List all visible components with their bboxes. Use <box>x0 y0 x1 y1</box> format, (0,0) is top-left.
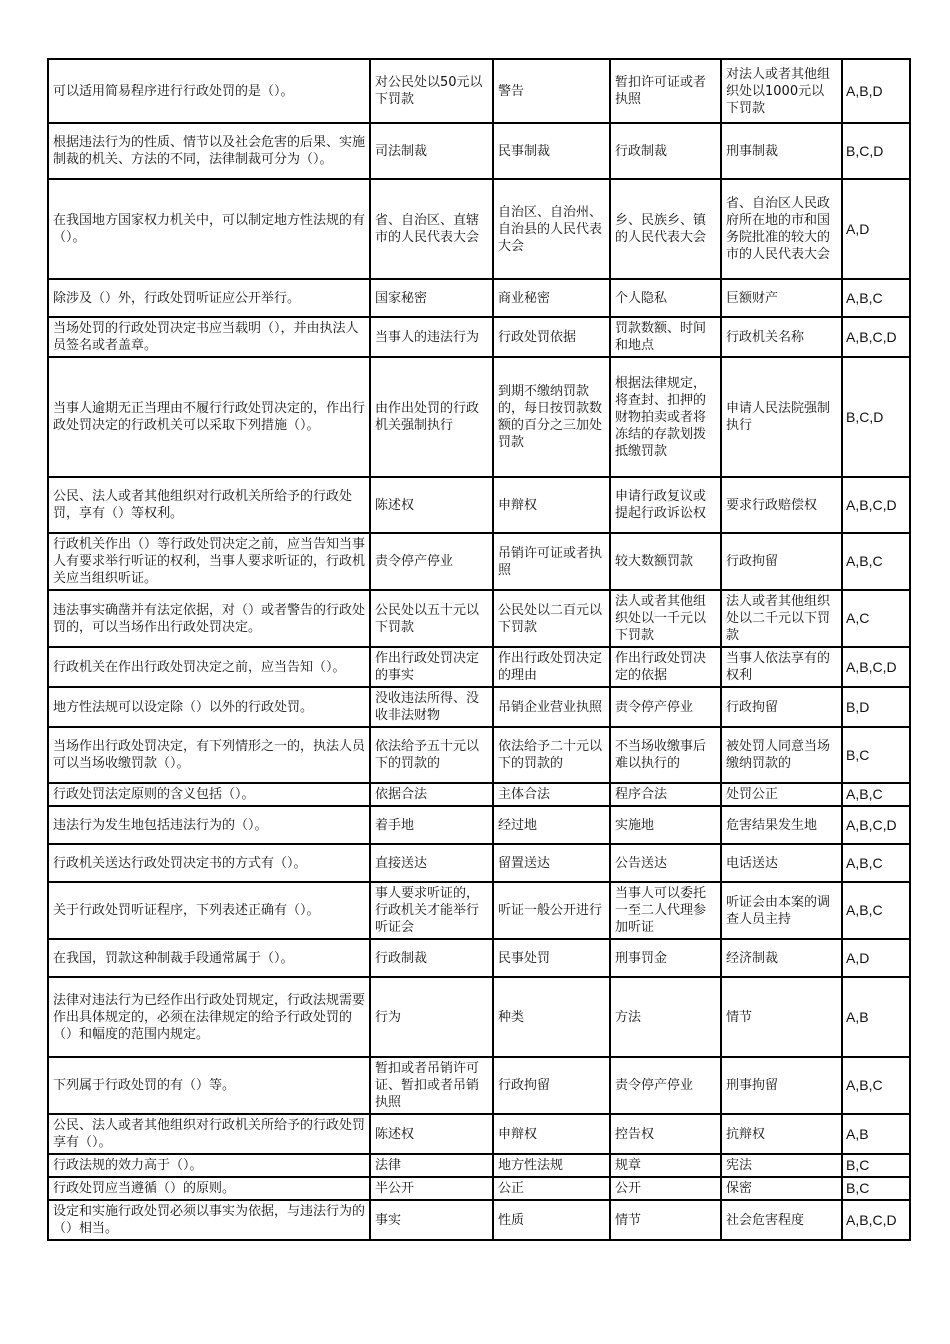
option-a-cell: 法律 <box>370 1154 493 1177</box>
answer-cell: A,B,C <box>842 1057 910 1114</box>
option-b-cell: 民事制裁 <box>493 123 610 179</box>
table-row <box>48 687 910 727</box>
table-row <box>48 317 910 357</box>
option-d-cell: 当事人依法享有的权利 <box>721 647 842 687</box>
answer-cell: A,B,D <box>842 59 910 123</box>
question-cell: 地方性法规可以设定除（）以外的行政处罚。 <box>48 687 370 727</box>
option-c-cell: 较大数额罚款 <box>610 533 721 590</box>
option-d-cell: 申请人民法院强制执行 <box>721 357 842 477</box>
option-c-cell: 暂扣许可证或者执照 <box>610 59 721 123</box>
option-b-cell: 种类 <box>493 977 610 1057</box>
question-table-body <box>48 59 910 1240</box>
option-c-cell: 情节 <box>610 1200 721 1240</box>
option-c-cell: 规章 <box>610 1154 721 1177</box>
answer-cell: A,B,C,D <box>842 647 910 687</box>
answer-cell: A,B,C,D <box>842 1200 910 1240</box>
option-d-cell: 行政拘留 <box>721 533 842 590</box>
table-row <box>48 590 910 647</box>
option-b-cell: 行政拘留 <box>493 1057 610 1114</box>
option-c-cell: 作出行政处罚决定的依据 <box>610 647 721 687</box>
option-a-cell: 公民处以五十元以下罚款 <box>370 590 493 647</box>
answer-cell: A,B,C <box>842 882 910 939</box>
option-b-cell: 作出行政处罚决定的理由 <box>493 647 610 687</box>
option-d-cell: 刑事拘留 <box>721 1057 842 1114</box>
option-d-cell: 行政机关名称 <box>721 317 842 357</box>
table-row <box>48 533 910 590</box>
option-b-cell: 民事处罚 <box>493 939 610 977</box>
answer-cell: A,D <box>842 939 910 977</box>
question-cell: 行政机关在作出行政处罚决定之前，应当告知（）。 <box>48 647 370 687</box>
option-b-cell: 吊销企业营业执照 <box>493 687 610 727</box>
table-row <box>48 806 910 844</box>
answer-cell: B,C <box>842 727 910 783</box>
option-b-cell: 性质 <box>493 1200 610 1240</box>
option-c-cell: 控告权 <box>610 1114 721 1154</box>
option-d-cell: 听证会由本案的调查人员主持 <box>721 882 842 939</box>
question-cell: 在我国，罚款这种制裁手段通常属于（）。 <box>48 939 370 977</box>
table-row <box>48 1114 910 1154</box>
table-row <box>48 977 910 1057</box>
option-c-cell: 行政制裁 <box>610 123 721 179</box>
table-row <box>48 844 910 882</box>
option-c-cell: 方法 <box>610 977 721 1057</box>
option-d-cell: 刑事制裁 <box>721 123 842 179</box>
option-c-cell: 申请行政复议或提起行政诉讼权 <box>610 477 721 533</box>
option-c-cell: 公告送达 <box>610 844 721 882</box>
option-b-cell: 依法给予二十元以下的罚款的 <box>493 727 610 783</box>
option-d-cell: 社会危害程度 <box>721 1200 842 1240</box>
table-row <box>48 727 910 783</box>
question-cell: 行政机关送达行政处罚决定书的方式有（）。 <box>48 844 370 882</box>
option-a-cell: 直接送达 <box>370 844 493 882</box>
option-d-cell: 处罚公正 <box>721 783 842 806</box>
question-cell: 当事人逾期无正当理由不履行行政处罚决定的，作出行政处罚决定的行政机关可以采取下列措施（）。 <box>48 357 370 477</box>
question-cell: 行政处罚法定原则的含义包括（）。 <box>48 783 370 806</box>
table-row <box>48 279 910 317</box>
option-d-cell: 被处罚人同意当场缴纳罚款的 <box>721 727 842 783</box>
option-d-cell: 抗辩权 <box>721 1114 842 1154</box>
option-d-cell: 经济制裁 <box>721 939 842 977</box>
table-row <box>48 1200 910 1240</box>
table-row <box>48 939 910 977</box>
option-c-cell: 程序合法 <box>610 783 721 806</box>
option-a-cell: 行政制裁 <box>370 939 493 977</box>
answer-cell: A,B <box>842 1114 910 1154</box>
table-row <box>48 1177 910 1200</box>
option-d-cell: 法人或者其他组织处以二千元以下罚款 <box>721 590 842 647</box>
question-cell: 当场作出行政处罚决定，有下列情形之一的，执法人员可以当场收缴罚款（）。 <box>48 727 370 783</box>
option-b-cell: 公民处以二百元以下罚款 <box>493 590 610 647</box>
option-b-cell: 商业秘密 <box>493 279 610 317</box>
question-table <box>47 58 911 1241</box>
question-cell: 下列属于行政处罚的有（）等。 <box>48 1057 370 1114</box>
answer-cell: A,B <box>842 977 910 1057</box>
option-d-cell: 省、自治区人民政府所在地的市和国务院批准的较大的市的人民代表大会 <box>721 179 842 279</box>
option-a-cell: 国家秘密 <box>370 279 493 317</box>
option-b-cell: 听证一般公开进行 <box>493 882 610 939</box>
answer-cell: B,C,D <box>842 123 910 179</box>
answer-cell: B,C <box>842 1177 910 1200</box>
option-b-cell: 申辩权 <box>493 1114 610 1154</box>
option-b-cell: 行政处罚依据 <box>493 317 610 357</box>
option-c-cell: 责令停产停业 <box>610 1057 721 1114</box>
question-cell: 根据违法行为的性质、情节以及社会危害的后果、实施制裁的机关、方法的不同，法律制裁可分为（）。 <box>48 123 370 179</box>
option-a-cell: 行为 <box>370 977 493 1057</box>
option-a-cell: 责令停产停业 <box>370 533 493 590</box>
question-cell: 公民、法人或者其他组织对行政机关所给予的行政处罚享有（）。 <box>48 1114 370 1154</box>
option-d-cell: 电话送达 <box>721 844 842 882</box>
option-c-cell: 责令停产停业 <box>610 687 721 727</box>
option-a-cell: 当事人的违法行为 <box>370 317 493 357</box>
option-a-cell: 对公民处以50元以下罚款 <box>370 59 493 123</box>
answer-cell: A,B,C,D <box>842 477 910 533</box>
table-row <box>48 647 910 687</box>
option-a-cell: 半公开 <box>370 1177 493 1200</box>
table-row <box>48 179 910 279</box>
option-b-cell: 自治区、自治州、自治县的人民代表大会 <box>493 179 610 279</box>
option-a-cell: 没收违法所得、没收非法财物 <box>370 687 493 727</box>
table-row <box>48 783 910 806</box>
question-cell: 违法事实确凿并有法定依据，对（）或者警告的行政处罚的，可以当场作出行政处罚决定。 <box>48 590 370 647</box>
option-c-cell: 实施地 <box>610 806 721 844</box>
option-b-cell: 经过地 <box>493 806 610 844</box>
table-row <box>48 1154 910 1177</box>
option-b-cell: 地方性法规 <box>493 1154 610 1177</box>
option-c-cell: 根据法律规定，将查封、扣押的财物拍卖或者将冻结的存款划拨抵缴罚款 <box>610 357 721 477</box>
question-cell: 可以适用简易程序进行行政处罚的是（）。 <box>48 59 370 123</box>
option-d-cell: 要求行政赔偿权 <box>721 477 842 533</box>
option-a-cell: 由作出处罚的行政机关强制执行 <box>370 357 493 477</box>
question-cell: 行政机关作出（）等行政处罚决定之前，应当告知当事人有要求举行听证的权利，当事人要求听证的，行政机关应当组织听证。 <box>48 533 370 590</box>
answer-cell: A,B,C,D <box>842 806 910 844</box>
option-b-cell: 主体合法 <box>493 783 610 806</box>
option-b-cell: 留置送达 <box>493 844 610 882</box>
option-d-cell: 行政拘留 <box>721 687 842 727</box>
question-cell: 除涉及（）外，行政处罚听证应公开举行。 <box>48 279 370 317</box>
question-cell: 法律对违法行为已经作出行政处罚规定，行政法规需要作出具体规定的，必须在法律规定的给予行政处罚的（）和幅度的范围内规定。 <box>48 977 370 1057</box>
option-a-cell: 陈述权 <box>370 477 493 533</box>
option-a-cell: 着手地 <box>370 806 493 844</box>
answer-cell: B,C <box>842 1154 910 1177</box>
question-cell: 行政法规的效力高于（）。 <box>48 1154 370 1177</box>
question-cell: 关于行政处罚听证程序，下列表述正确有（）。 <box>48 882 370 939</box>
option-c-cell: 法人或者其他组织处以一千元以下罚款 <box>610 590 721 647</box>
answer-cell: A,B,C,D <box>842 317 910 357</box>
answer-cell: A,C <box>842 590 910 647</box>
option-a-cell: 省、自治区、直辖市的人民代表大会 <box>370 179 493 279</box>
option-c-cell: 公开 <box>610 1177 721 1200</box>
table-row <box>48 1057 910 1114</box>
option-b-cell: 到期不缴纳罚款的，每日按罚款数额的百分之三加处罚款 <box>493 357 610 477</box>
question-cell: 公民、法人或者其他组织对行政机关所给予的行政处罚，享有（）等权利。 <box>48 477 370 533</box>
answer-cell: B,D <box>842 687 910 727</box>
option-d-cell: 情节 <box>721 977 842 1057</box>
answer-cell: A,D <box>842 179 910 279</box>
question-cell: 在我国地方国家权力机关中，可以制定地方性法规的有（）。 <box>48 179 370 279</box>
option-d-cell: 保密 <box>721 1177 842 1200</box>
question-cell: 当场处罚的行政处罚决定书应当载明（），并由执法人员签名或者盖章。 <box>48 317 370 357</box>
option-b-cell: 公正 <box>493 1177 610 1200</box>
option-c-cell: 个人隐私 <box>610 279 721 317</box>
option-a-cell: 暂扣或者吊销许可证、暂扣或者吊销执照 <box>370 1057 493 1114</box>
option-a-cell: 事实 <box>370 1200 493 1240</box>
option-c-cell: 不当场收缴事后难以执行的 <box>610 727 721 783</box>
table-row <box>48 357 910 477</box>
table-row <box>48 123 910 179</box>
option-b-cell: 申辩权 <box>493 477 610 533</box>
option-d-cell: 宪法 <box>721 1154 842 1177</box>
option-a-cell: 作出行政处罚决定的事实 <box>370 647 493 687</box>
question-cell: 行政处罚应当遵循（）的原则。 <box>48 1177 370 1200</box>
answer-cell: A,B,C <box>842 533 910 590</box>
question-table-page <box>47 58 909 1241</box>
option-b-cell: 警告 <box>493 59 610 123</box>
option-b-cell: 吊销许可证或者执照 <box>493 533 610 590</box>
answer-cell: A,B,C <box>842 279 910 317</box>
option-a-cell: 事人要求听证的，行政机关才能举行听证会 <box>370 882 493 939</box>
option-c-cell: 刑事罚金 <box>610 939 721 977</box>
table-row <box>48 882 910 939</box>
option-d-cell: 巨额财产 <box>721 279 842 317</box>
question-cell: 违法行为发生地包括违法行为的（）。 <box>48 806 370 844</box>
question-cell: 设定和实施行政处罚必须以事实为依据，与违法行为的（）相当。 <box>48 1200 370 1240</box>
table-row <box>48 477 910 533</box>
option-a-cell: 司法制裁 <box>370 123 493 179</box>
answer-cell: A,B,C <box>842 844 910 882</box>
option-d-cell: 危害结果发生地 <box>721 806 842 844</box>
option-c-cell: 当事人可以委托一至二人代理参加听证 <box>610 882 721 939</box>
option-a-cell: 依据合法 <box>370 783 493 806</box>
option-c-cell: 罚款数额、时间和地点 <box>610 317 721 357</box>
answer-cell: A,B,C <box>842 783 910 806</box>
option-c-cell: 乡、民族乡、镇的人民代表大会 <box>610 179 721 279</box>
answer-cell: B,C,D <box>842 357 910 477</box>
option-a-cell: 依法给予五十元以下的罚款的 <box>370 727 493 783</box>
option-a-cell: 陈述权 <box>370 1114 493 1154</box>
table-row <box>48 59 910 123</box>
option-d-cell: 对法人或者其他组织处以1000元以下罚款 <box>721 59 842 123</box>
